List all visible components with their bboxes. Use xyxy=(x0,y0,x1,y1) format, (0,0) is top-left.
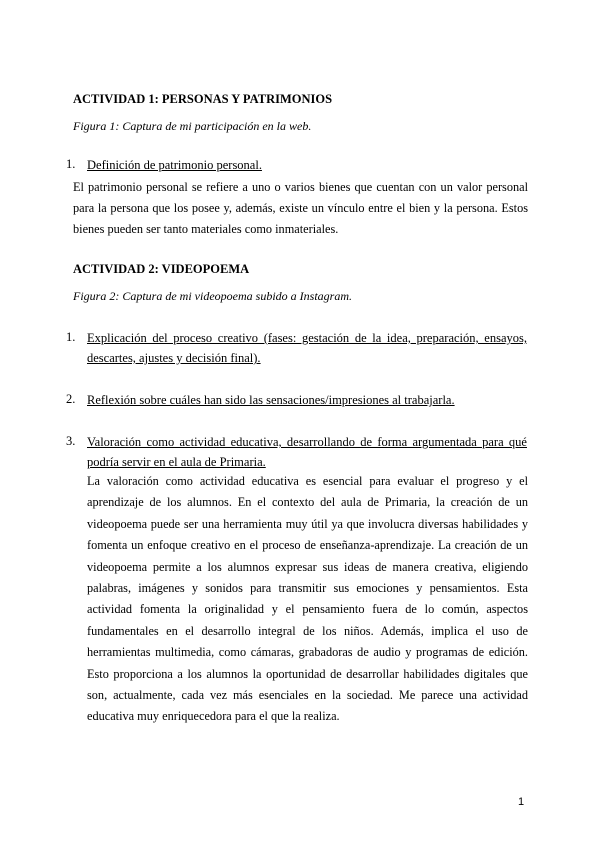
activity-2-item-1-heading xyxy=(87,328,527,368)
activity-1-item-1-heading-text: Definición de patrimonio personal. xyxy=(87,158,262,172)
activity-2-item-3-number: 3. xyxy=(66,434,76,448)
page-number: 1 xyxy=(518,796,525,808)
activity-1-item-1-body: El patrimonio personal se refiere a uno o varios bienes que cuentan con un valor personal para la persona que los posee y, además, existe un vínculo entre el bien y la persona. Estos bienes pueden ser tanto materiales como inmateriales. xyxy=(73,180,528,236)
activity-2-item-1-number: 1. xyxy=(66,330,76,344)
activity-2-item-3-heading xyxy=(87,432,527,472)
activity-2-item-2-heading xyxy=(87,390,527,410)
figure-1-caption: Figura 1: Captura de mi participación en la web. xyxy=(73,119,312,133)
activity-2-title: ACTIVIDAD 2: VIDEOPOEMA xyxy=(73,262,250,276)
activity-1-item-1-number: 1. xyxy=(66,157,76,171)
activity-2-item-3-heading-text: Valoración como actividad educativa, desarrollando de forma argumentada para qué podría servir en el aula de Primaria. xyxy=(87,435,527,469)
figure-2-caption: Figura 2: Captura de mi videopoema subido a Instagram. xyxy=(73,289,352,303)
activity-2-item-1-heading-text: Explicación del proceso creativo (fases: gestación de la idea, preparación, ensayos, descartes, ajustes y decisión final). xyxy=(87,331,527,365)
activity-1-title: ACTIVIDAD 1: PERSONAS Y PATRIMONIOS xyxy=(73,92,333,106)
activity-2-item-2-heading-text: Reflexión sobre cuáles han sido las sensaciones/impresiones al trabajarla. xyxy=(87,393,455,407)
activity-2-item-2-number: 2. xyxy=(66,392,76,406)
activity-1-item-1-heading xyxy=(87,155,527,175)
activity-2-item-3-body: La valoración como actividad educativa es esencial para evaluar el progreso y el aprendizaje de los alumnos. En el contexto del aula de Primaria, la creación de un videopoema puede ser una herramienta muy útil ya que involucra diversas habilidades y fomenta un enfoque creativo en el proceso de enseñanza-aprendizaje. La creación de un videopoema permite a los alumnos expresar sus ideas de manera creativa, eligiendo palabras, imágenes y sonidos para transmitir sus emociones y pensamientos. Esta actividad fomenta la originalidad y el pensamiento fuera de lo común, aspectos fundamentales en el desarrollo integral de los niños. Además, implica el uso de herramientas multimedia, como cámaras, grabadoras de audio y programas de edición. Esto proporciona a los alumnos la oportunidad de desarrollar habilidades digitales que son, actualmente, cada vez más esenciales en la sociedad. Me parece una actividad educativa muy enriquecedora para el que la realiza. xyxy=(87,474,528,724)
